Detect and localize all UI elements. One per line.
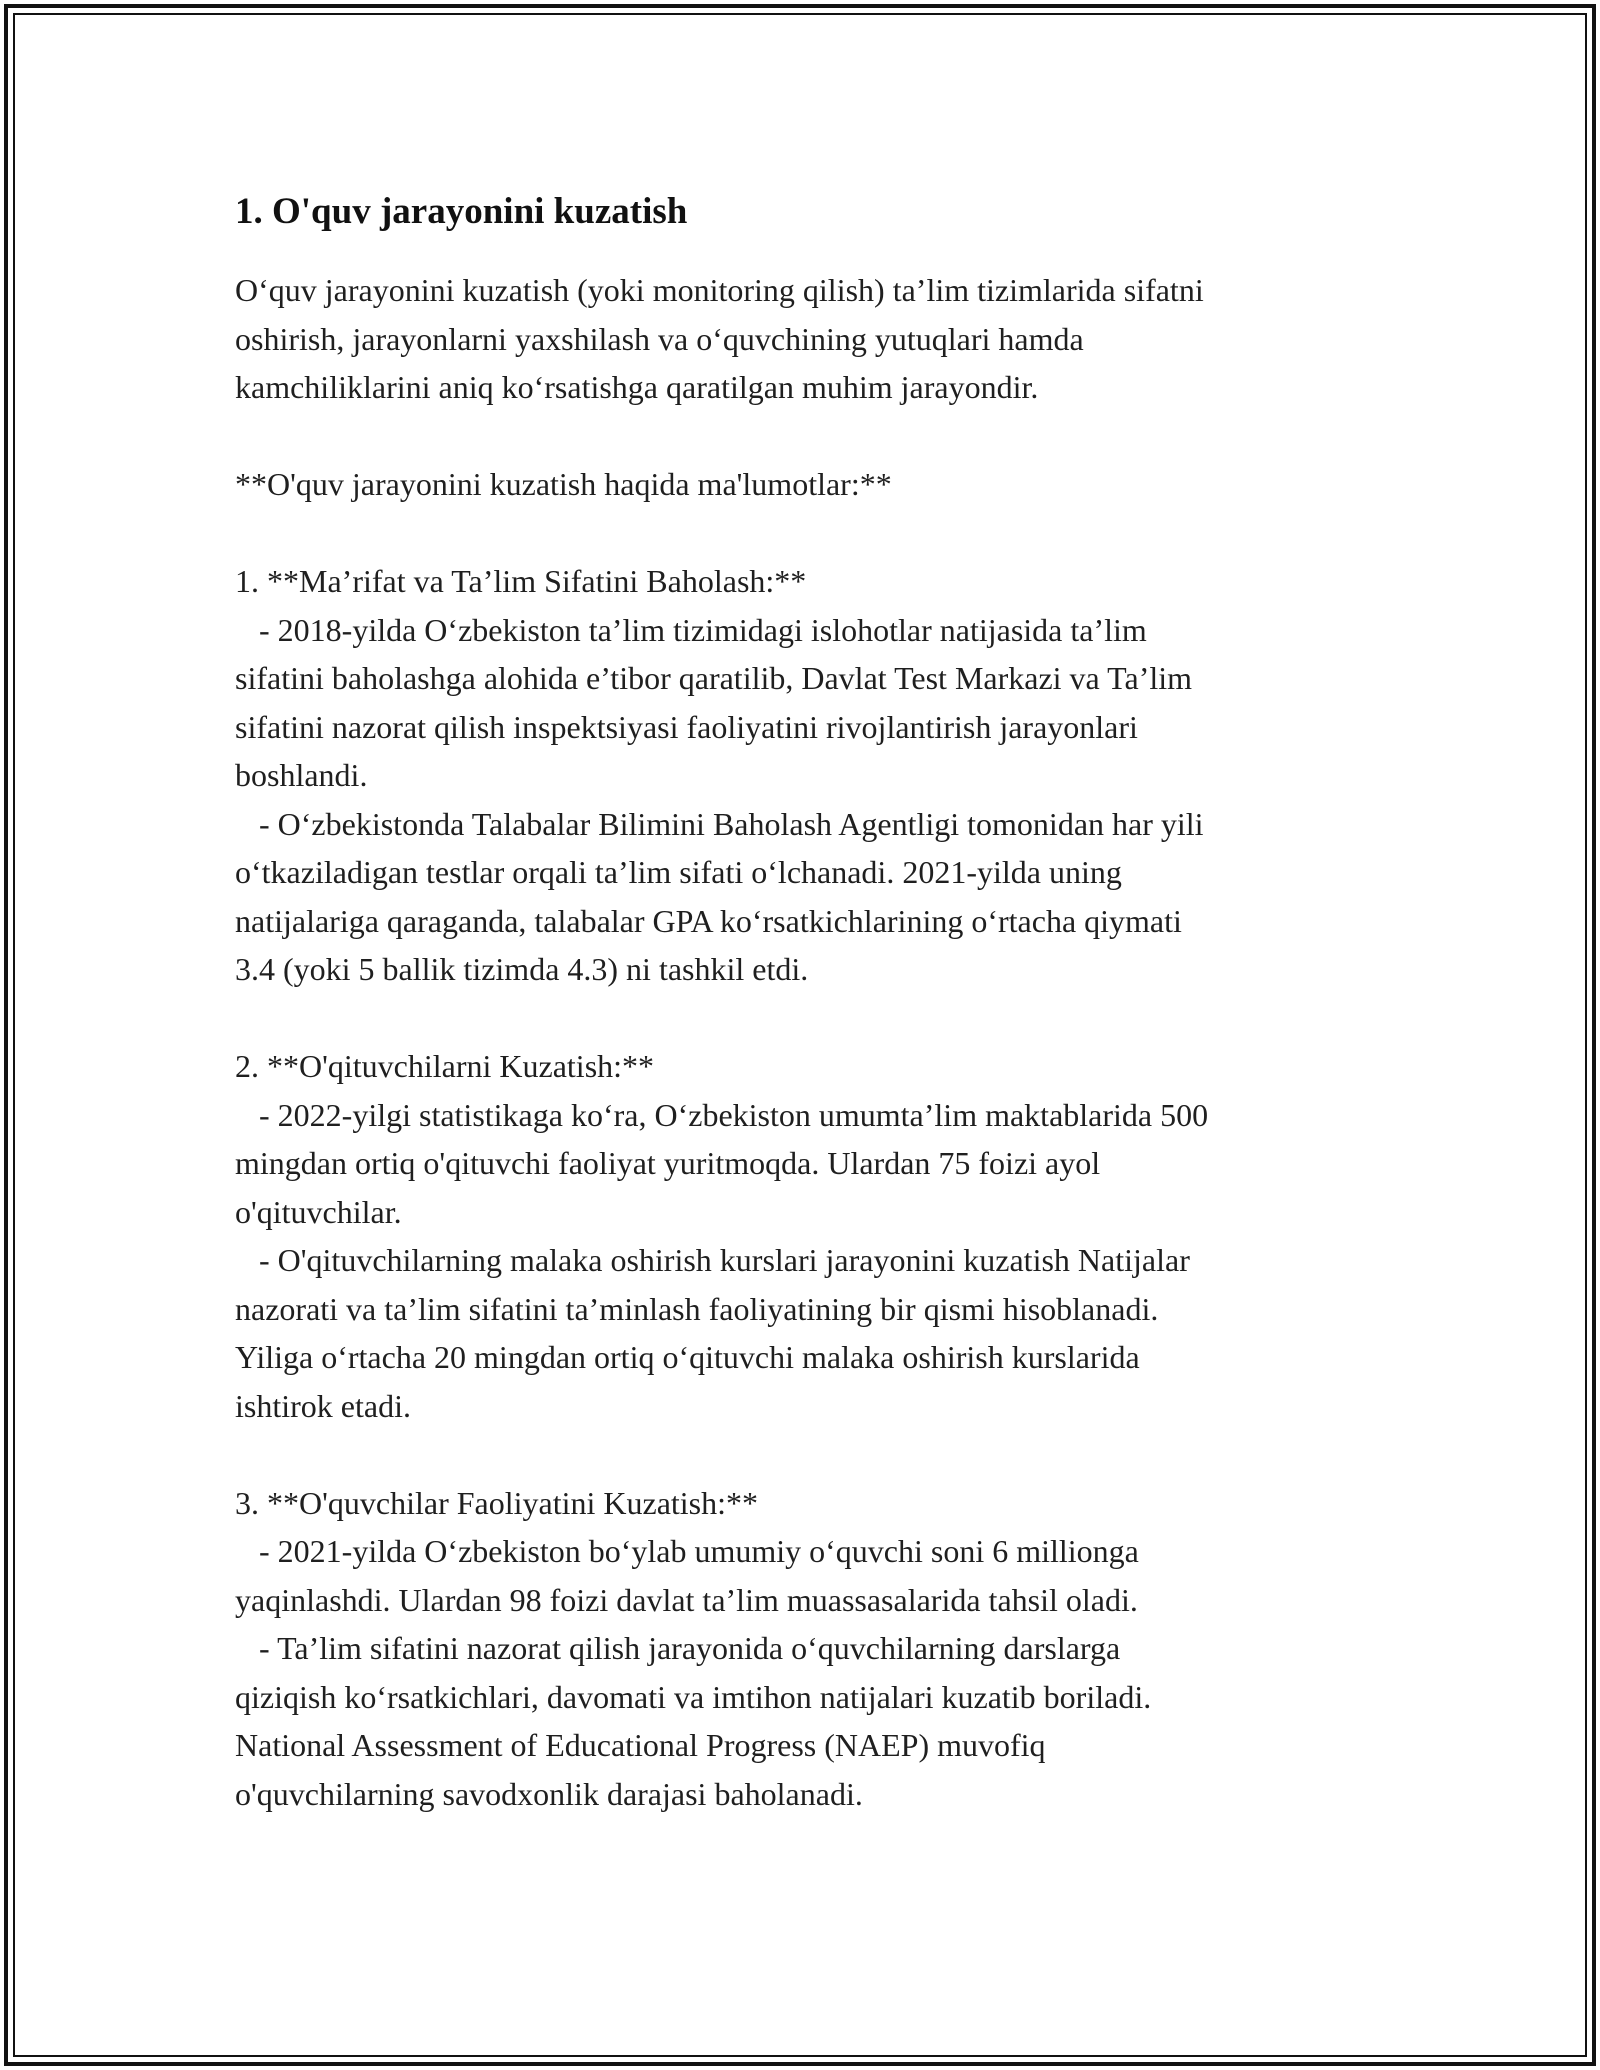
document-body: O‘quv jarayonini kuzatish (yoki monitoring qilish) ta’lim tizimlarida sifatni oshirish, jarayonlarni yaxshilash va o‘quvchining yutuqlari hamda kamchiliklarini aniq ko‘rsatishga qaratilgan muhim jarayondir. **O'quv jarayonini kuzatish haqida ma'lumotlar:** 1. **Ma’rifat va Ta’lim Sifatini Baholash:** - 2018-yilda O‘zbekiston ta’lim tizimidagi islohotlar natijasida ta’lim sifatini baholashga alohida e’tibor qaratilib, Davlat Test Markazi va Ta’lim sifatini nazorat qilish inspektsiyasi faoliyatini rivojlantirish jarayonlari boshlandi. - O‘zbekistonda Talabalar Bilimini Baholash Agentligi tomonidan har yili o‘tkaziladigan testlar orqali ta’lim sifati o‘lchanadi. 2021-yilda uning natijalariga qaraganda, talabalar GPA ko‘rsatkichlarining o‘rtacha qiymati 3.4 (yoki 5 ballik tizimda 4.3) ni tashkil etdi. 2. **O'qituvchilarni Kuzatish:** - 2022-yilgi statistikaga ko‘ra, O‘zbekiston umumta’lim maktablarida 500 mingdan ortiq o'qituvchi faoliyat yuritmoqda. Ulardan 75 foizi ayol o'qituvchilar. - O'qituvchilarning malaka oshirish kurslari jarayonini kuzatish Natijalar nazorati va ta’lim sifatini ta’minlash faoliyatining bir qismi hisoblanadi. Yiliga o‘rtacha 20 mingdan ortiq o‘qituvchi malaka oshirish kurslarida ishtirok etadi. 3. **O'quvchilar Faoliyatini Kuzatish:** - 2021-yilda O‘zbekiston bo‘ylab umumiy o‘quvchi soni 6 millionga yaqinlashdi. Ulardan 98 foizi davlat ta’lim muassasalarida tahsil oladi. - Ta’lim sifatini nazorat qilish jarayonida o‘quvchilarning darslarga qiziqish ko‘rsatkichlari, davomati va imtihon natijalari kuzatib boriladi. National Assessment of Educational Progress (NAEP) muvofiq o'quvchilarning savodxonlik darajasi baholanadi. — [235, 272, 1209, 1812]
document-content — [235, 186, 1365, 1818]
document-title: 1. O'quv jarayonini kuzatish — [235, 191, 688, 232]
